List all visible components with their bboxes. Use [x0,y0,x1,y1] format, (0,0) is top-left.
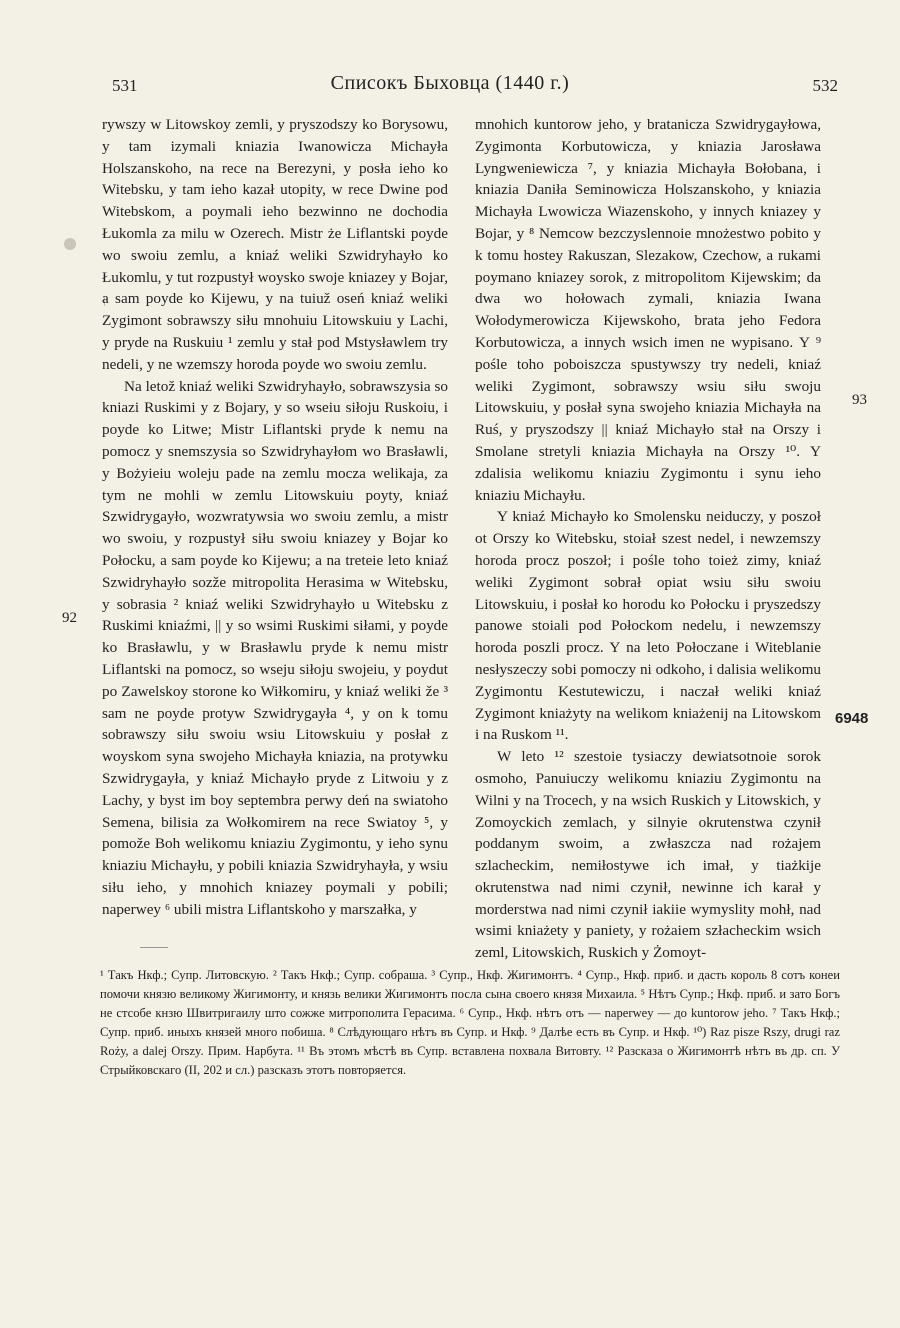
footnote-text: ¹ Такъ Нкф.; Супр. Литовскую. ² Такъ Нкф.; Супр. собраша. ³ Супр., Нкф. Жигимонтъ. ⁴ Супр., Нкф. приб. и дасть король 8 сотъ конеи помочи князю великому Жигимонту, и князь велики Жигимонтъ посла сына своего князя Михаила. ⁵ Нѣтъ Супр.; Нкф. приб. и зато Богъ не стсобе кнзю Швитригаилу што сожже митрополита Герасима. ⁶ Супр., Нкф. нѣтъ отъ — naperwey — до kuntorow jeho. ⁷ Такъ Нкф.; Супр. приб. иныхъ князей много побиша. ⁸ Слѣдующаго нѣтъ въ Супр. и Нкф. ⁹ Далѣе есть въ Супр. и Нкф. ¹⁰) Raz pisze Rszy, drugi raz Rożу, a dalej Orszy. Прим. Нарбута. ¹¹ Въ этомъ мѣстѣ въ Супр. вставлена похвала Витовту. ¹² Разсказа о Жигимонтѣ нѣтъ въ др. сп. У Стрыйковскаго (II, 202 и сл.) разсказъ этотъ повторяется. [100,968,840,1077]
paragraph: Na letož kniaź weliki Szwidryhayło, sobrawszysia so kniazi Ruskimi y z Bojary, y so wseiu siłoju Ruskoiu, i poyde ko Litwe; Mistr Liflantski pryde k nemu na pomocz y snemszysia so Szwidryhayłom wo Brasławli, y Bożyieiu woleju pade na zemlu mocza welikaja, za tym ne mohli w zemlu Litowskuiu poyty, kniaź Szwidrygayło, wozwratywsia wo swoiu zemlu, a mistr wo swoiu, y rozpustył siłu swoiu kniazey y Bojar ko Połocku, a sam poyde ko Kijewu; a na treteie leto kniaź Szwidryhayło sozže mitropolita Herasima w Witebsku, y sobrasia ² kniaź weliki Szwidryhayło u Witebsku z Ruskimi kniaźmi, || y so wsimi Ruskimi siłami, y poyde ko Brasławlu, y w Brasławlu pryde k nemu mistr Liflantski na pomocz, so wseju siłoju swojeiu, y poydut po Zawelskoy storone ko Wiłkomiru, y kniaź weliki že ³ sam ne poyde protyw Szwidrygayła ⁴, y on k tomu sobrawszy siłu swoiu wsiu Litowskuiu y posłał z woyskom syna swojeho Michayła kniazia, na protywku Szwidrygayła, y kniaź Michayło pryde z Litwoiu y z Lachy, y byst im boy septembra perwy deń na swiatoho Semena, bilisia za Wołkomirem na rece Swiatoy ⁵, y pomože Boh welikomu kniaziu Zygimontu, y ieho synu kniaziu Michayłu, y pobili kniazia Szwidryhayła, y wsiu siłu ieho, y mnohich kniazey poymali y pobili; naperwey ⁶ ubili mistra Liflantskoho y marszałka, y [102,377,448,918]
paragraph: W leto ¹² szestoie tysiaczy dewiatsotnoie sorok osmoho, Panuiuczy welikomu kniaziu Zygimontu na Wilni y na Trocech, y na wsich Ruskich y Litowskich, y Zomoyckich zemlach, y silnyie okrutenstwa czynił poddanym swoim, a zwłaszcza nad rożajem szlacheckim, nemiłostywe ich imał, y tiażkije okrutenstwa nad nimi czynił, newinne ich karał y morderstwa nad nimi czynił iakiie wymyslity mohł, nad wsimi kniażety y paniety, y rożaiem szłacheckim wsich zeml, Litowskich, Ruskich y Żomoyt- [475,748,821,962]
paragraph: Y kniaź Michayło ko Smolensku neiduczy, y poszoł ot Orszy ko Witebsku, stoiał szest nedel, i newzemszy horoda procz poszoł; i pośle toho toież zimy, kniaź weliki Zygimont sobrał opiat wsiu siłu swoiu Litowskuiu, i posłał ko horodu ko Połocku i pryszedszy panowe stoiali pod Połockom nedelu, i newzemszy horoda poszli procz. Y na leto Połoczane i Witeblanie nesłyszeczy sobi pomoczy ni odkoho, i dalisia welikomu Zygimontu Kestutewiczu, i naczał weliki kniaź Zygimont kniażyty na welikom kniażenij na Litowskom i na Ruskom ¹¹. [475,508,821,744]
page-header [0,72,900,102]
left-text-column [102,114,448,920]
footnotes-section [100,966,840,1080]
footnote-divider [140,947,168,948]
right-text-column [475,114,821,964]
page-number-left: 531 [112,76,138,95]
margin-year-6948: 6948 [835,710,869,727]
page-title: Списокъ Быховца (1440 г.) [330,72,570,94]
paragraph: rywszy w Litowskoy zemli, y pryszodszy ko Borysowu, y tam izymali kniazia Iwanowicza Michayła Holszanskoho, na rece na Berezyni, y posła ieho ko Witebsku, y tam ieho kazał utopity, w rece Dwine pod Witebskom, a poymali ieho bezwinno ne dochodia Łukomla za milu w Ozerech. Mistr że Liflantski poyde wo swoiu zemlu, a kniaź weliki Szwidryhayło ko Łukomlu, y tut rozpustył woysko swoje kniazey y Bojar, a sam poyde ko Kijewu, y na tuiuž oseń kniaź weliki Zygimont sobrawszy siłu mnohuiu Litowskuiu y Lachi, y pryde na Ruskuiu ¹ zemlu y stał pod Mstysławlem try nedeli, y ne wzemszy horoda poyde wo swoiu zemlu. [102,116,448,373]
margin-blot-mark [64,238,76,250]
margin-number-92: 92 [62,610,77,626]
page-number-right: 532 [812,76,838,95]
margin-number-93: 93 [852,392,867,408]
paragraph: mnohich kuntorow jeho, y bratanicza Szwidrygayłowa, Zygimonta Korbutowicza, y kniazia Jarosława Lyngweniewicza ⁷, y kniazia Michayła Bołobana, i kniazia Daniła Seminowicza Holszanskoho, y kniazia Michayła Lwowicza Wiazenskoho, y innych kniazey y Bojar, y ⁸ Nemcow bezczyslennoie mnożestwo pobito y k tomu hostey Rakuszan, Slezakow, Czechow, a rukami poymano kniazey sorok, z mitropolitom Kijewskim; da dwa wo hołowach zymali, kniazia Iwana Wołodymerowicza Kijewskoho, brata jeho Fedora Korbutowicza, a innych wsich imen ne wypisano. Y ⁹ pośle toho poboiszcza spustywszy try nedeli, kniaź weliki Zygimont, sobrawszy wsiu siłu swoju Litowskuiu, y posłał syna swojeho kniazia Michayła na Ruś, y pryszodszy || kniaź Michayło stał na Orszy i Smolane stretyli kniazia Michayła na Orszy ¹⁰. Y zdalisia welikomu kniaziu Zygimontu i synu ieho kniaziu Michayłu. [475,116,821,504]
